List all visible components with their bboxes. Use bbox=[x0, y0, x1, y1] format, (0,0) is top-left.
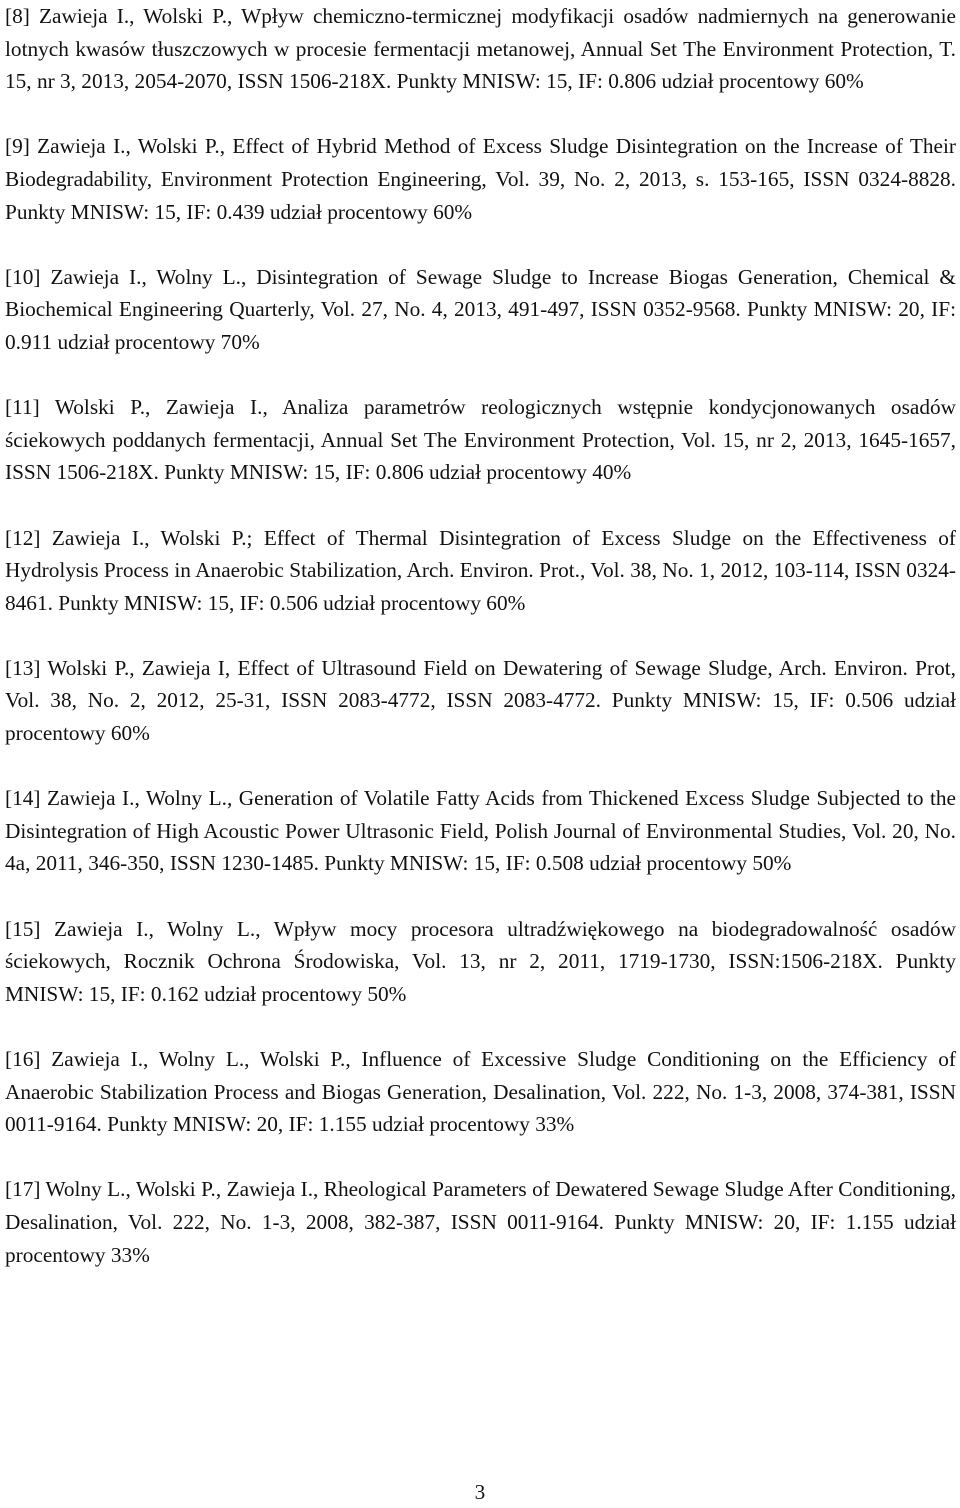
reference-entry-15: [15] Zawieja I., Wolny L., Wpływ mocy procesora ultradźwiękowego na biodegradowalność osadów ściekowych, Rocznik Ochrona Środowiska, Vol. 13, nr 2, 2011, 1719-1730, ISSN:1506-218X. Punkty MNISW: 15, IF: 0.162 udział procentowy 50% bbox=[5, 916, 956, 1006]
reference-entry-13: [13] Wolski P., Zawieja I, Effect of Ultrasound Field on Dewatering of Sewage Sludge, Arch. Environ. Prot, Vol. 38, No. 2, 2012, 25-31, ISSN 2083-4772, ISSN 2083-4772. Punkty MNISW: 15, IF: 0.506 udział procentowy 60% bbox=[5, 655, 956, 746]
reference-entry-12: [12] Zawieja I., Wolski P.; Effect of Thermal Disintegration of Excess Sludge on the Effectiveness of Hydrolysis Process in Anaerobic Stabilization, Arch. Environ. Prot., Vol. 38, No. 1, 2012, 103-114, ISSN 0324-8461. Punkty MNISW: 15, IF: 0.506 udział procentowy 60% bbox=[5, 525, 956, 615]
reference-entry-9: [9] Zawieja I., Wolski P., Effect of Hybrid Method of Excess Sludge Disintegration on the Increase of Their Biodegradability, Environment Protection Engineering, Vol. 39, No. 2, 2013, s. 153-165, ISSN 0324-8828. Punkty MNISW: 15, IF: 0.439 udział procentowy 60% bbox=[5, 134, 956, 224]
reference-entry-10: [10] Zawieja I., Wolny L., Disintegration of Sewage Sludge to Increase Biogas Generation, Chemical & Biochemical Engineering Quarterly, Vol. 27, No. 4, 2013, 491-497, ISSN 0352-9568. Punkty MNISW: 20, IF: 0.911 udział procentowy 70% bbox=[5, 264, 956, 354]
reference-entry-8: [8] Zawieja I., Wolski P., Wpływ chemiczno-termicznej modyfikacji osadów nadmiernych na generowanie lotnych kwasów tłuszczowych w procesie fermentacji metanowej, Annual Set The Environment Protection, T. 15, nr 3, 2013, 2054-2070, ISSN 1506-218X. Punkty MNISW: 15, IF: 0.806 udział procentowy 60% bbox=[5, 4, 956, 94]
page-number: 3 bbox=[474, 1480, 486, 1504]
reference-list bbox=[5, 0, 956, 1271]
reference-entry-11: [11] Wolski P., Zawieja I., Analiza parametrów reologicznych wstępnie kondycjonowanych osadów ściekowych poddanych fermentacji, Annual Set The Environment Protection, Vol. 15, nr 2, 2013, 1645-1657, ISSN 1506-218X. Punkty MNISW: 15, IF: 0.806 udział procentowy 40% bbox=[5, 395, 956, 485]
reference-entry-14: [14] Zawieja I., Wolny L., Generation of Volatile Fatty Acids from Thickened Excess Sludge Subjected to the Disintegration of High Acoustic Power Ultrasonic Field, Polish Journal of Environmental Studies, Vol. 20, No. 4a, 2011, 346-350, ISSN 1230-1485. Punkty MNISW: 15, IF: 0.508 udział procentowy 50% bbox=[5, 786, 956, 876]
reference-entry-16: [16] Zawieja I., Wolny L., Wolski P., Influence of Excessive Sludge Conditioning on the Efficiency of Anaerobic Stabilization Process and Biogas Generation, Desalination, Vol. 222, No. 1-3, 2008, 374-381, ISSN 0011-9164. Punkty MNISW: 20, IF: 1.155 udział procentowy 33% bbox=[5, 1047, 956, 1137]
reference-entry-17: [17] Wolny L., Wolski P., Zawieja I., Rheological Parameters of Dewatered Sewage Sludge After Conditioning, Desalination, Vol. 222, No. 1-3, 2008, 382-387, ISSN 0011-9164. Punkty MNISW: 20, IF: 1.155 udział procentowy 33% bbox=[5, 1177, 956, 1267]
